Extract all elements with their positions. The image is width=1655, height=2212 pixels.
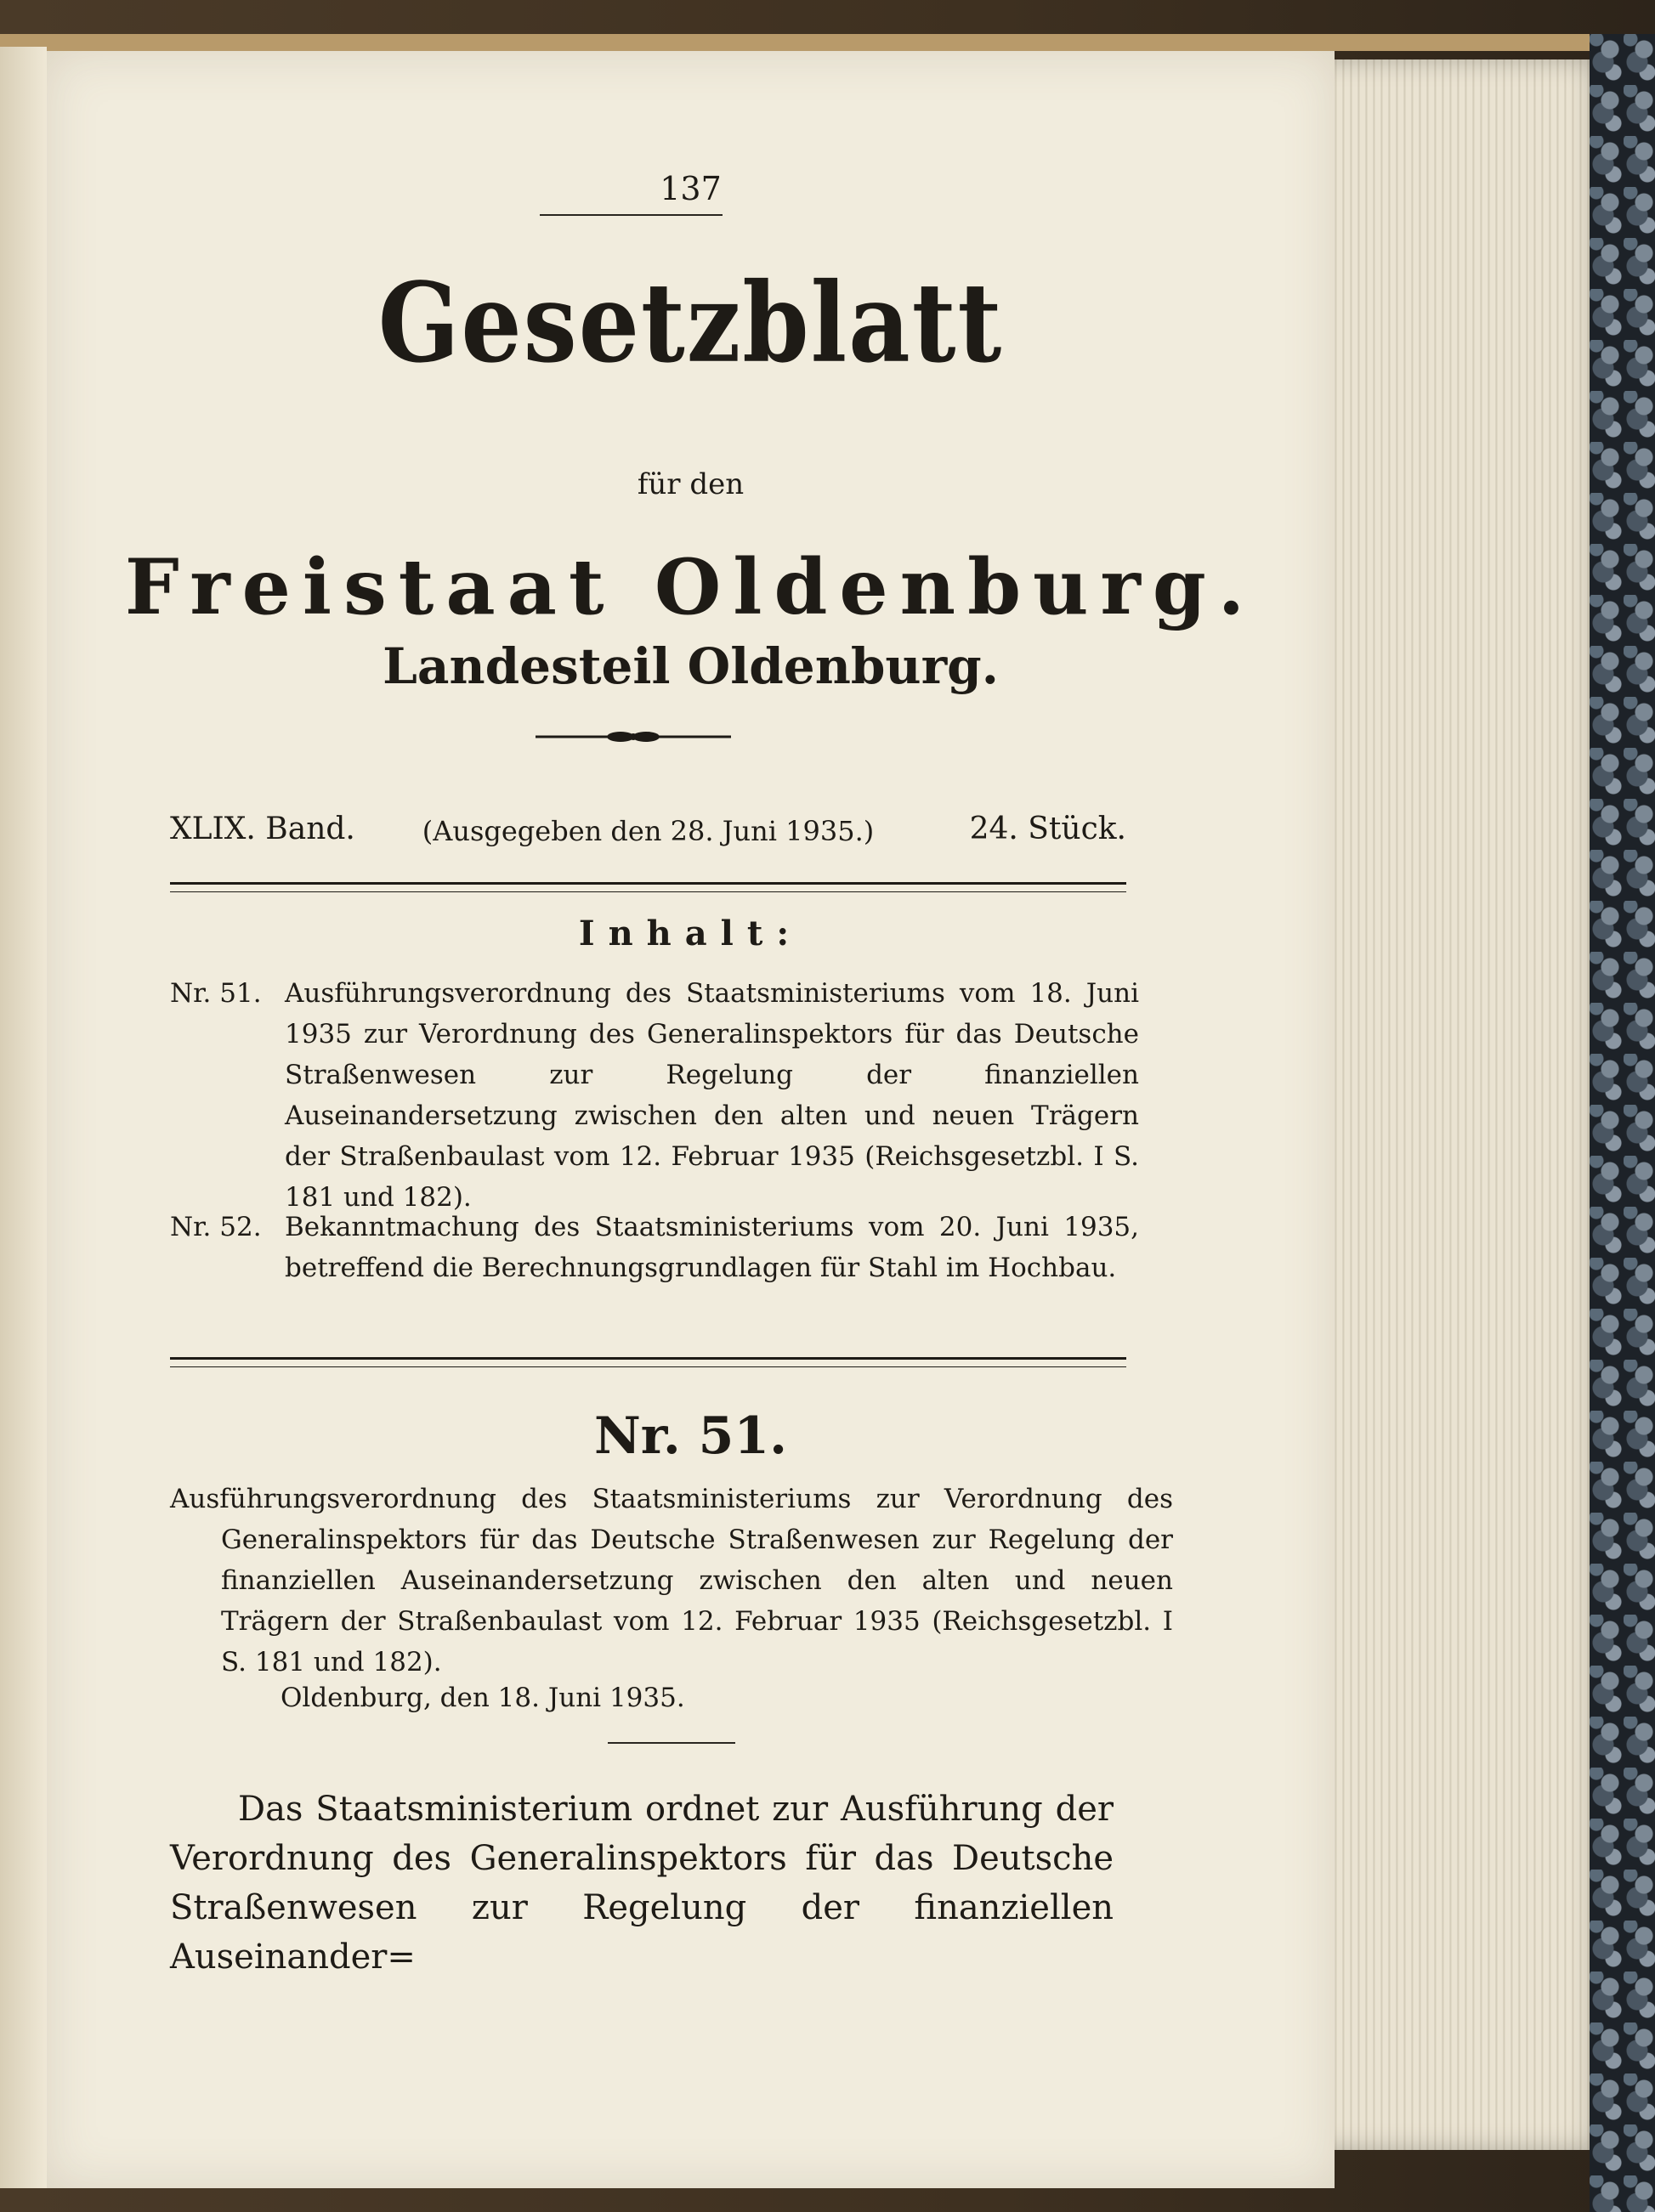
issue-line xyxy=(170,812,1126,854)
issue-part: 24. Stück. xyxy=(969,812,1126,846)
ornament-divider xyxy=(536,727,731,747)
book-top-edge xyxy=(0,34,1615,51)
section-body: Das Staatsministerium ordnet zur Ausführung der Verordnung des Generalinspektors für das Deutsche Straßenwesen zur Regelung der finanziellen Auseinander= xyxy=(170,1790,1114,1977)
short-rule xyxy=(608,1742,735,1744)
left-page-edge xyxy=(0,47,47,2188)
toc-entry-number: Nr. 51. xyxy=(170,978,262,1009)
masthead-title: Gesetzblatt xyxy=(377,259,1004,388)
toc-entry-text: Bekanntmachung des Staatsministeriums vom 20. Juni 1935, betreffend die Berechnungsgrundlagen für Stahl im Hochbau. xyxy=(285,1212,1139,1283)
section-place-date: Oldenburg, den 18. Juni 1935. xyxy=(281,1683,685,1713)
masthead-state: Freistaat Oldenburg. xyxy=(124,542,1257,632)
masthead-region: Landesteil Oldenburg. xyxy=(383,637,999,695)
document-page xyxy=(47,51,1335,2188)
section-heading: Nr. 51. xyxy=(593,1406,788,1466)
toc-entry-number: Nr. 52. xyxy=(170,1212,262,1242)
contents-heading: Inhalt: xyxy=(578,914,803,953)
page-number: 137 xyxy=(660,170,722,207)
marbled-cover-edge xyxy=(1590,34,1655,2212)
page-number-rule xyxy=(540,214,723,216)
double-rule-section xyxy=(170,1357,1126,1367)
page-edge-stack xyxy=(1322,59,1611,2150)
issue-date: (Ausgegeben den 28. Juni 1935.) xyxy=(422,815,875,847)
section-intro: Ausführungsverordnung des Staatsministeriums zur Verordnung des Generalinspektors für das Deutsche Straßenwesen zur Regelung der finanziellen Auseinandersetzung zwischen den alten und neuen Trägern der Straßenbaulast vom 12. Februar 1935 (Reichsgesetzbl. I S. 181 und 182). xyxy=(170,1484,1173,1677)
masthead-subtitle: für den xyxy=(637,467,745,501)
double-rule-top xyxy=(170,882,1126,892)
toc-entry-text: Ausführungsverordnung des Staatsministeriums vom 18. Juni 1935 zur Verordnung des Generalinspektors für das Deutsche Straßenwesen zur Regelung der finanziellen Auseinandersetzung zwischen den alten und neuen Trägern der Straßenbaulast vom 12. Februar 1935 (Reichsgesetzbl. I S. 181 und 182). xyxy=(285,978,1139,1213)
issue-volume: XLIX. Band. xyxy=(170,812,355,846)
